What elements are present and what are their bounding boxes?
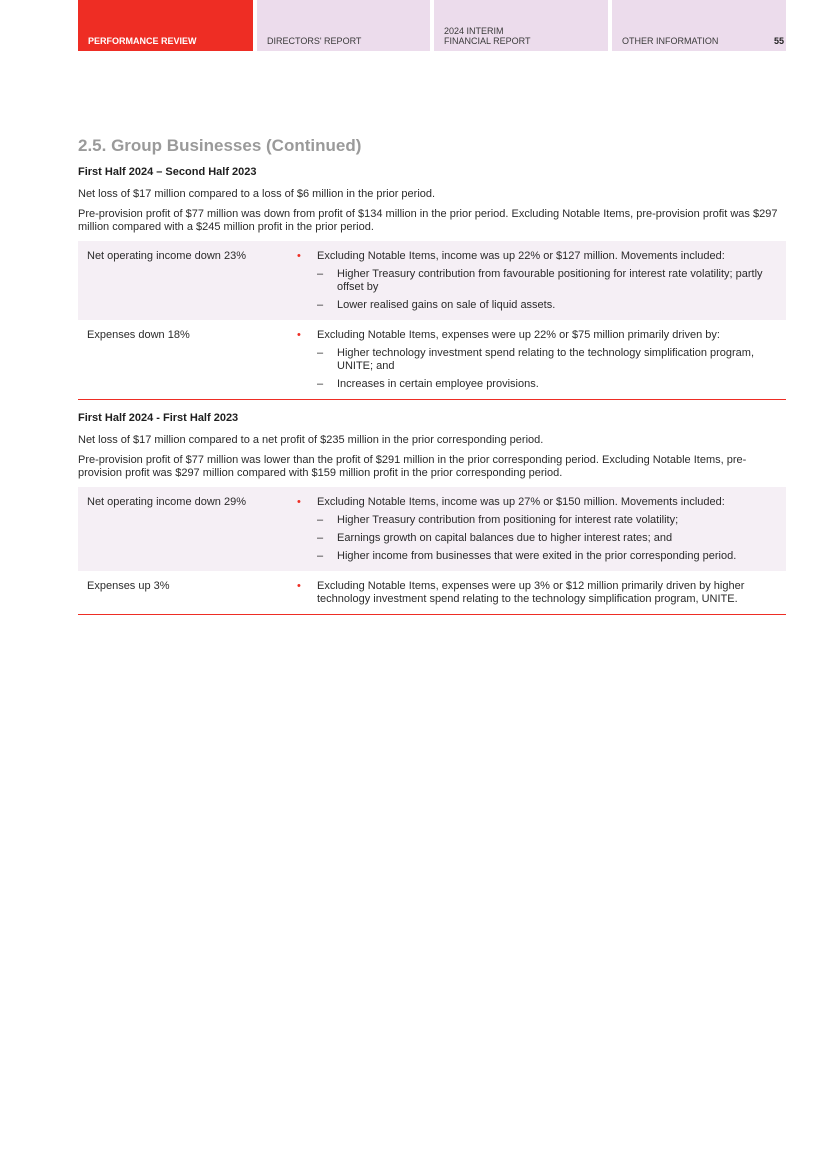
tab-label: OTHER INFORMATION	[622, 36, 719, 46]
table-row	[78, 487, 786, 571]
sub-item-text: Higher income from businesses that were exited in the prior corresponding period.	[337, 550, 737, 562]
header-nav	[78, 0, 786, 51]
dash-icon: –	[317, 268, 324, 280]
bullet-icon: •	[297, 250, 301, 262]
sub-item	[317, 532, 778, 545]
sub-item-text: Lower realised gains on sale of liquid assets.	[337, 299, 556, 311]
tab-label: PERFORMANCE REVIEW	[88, 36, 197, 46]
bullet-item	[297, 496, 778, 563]
row-label: Net operating income down 29%	[78, 487, 297, 571]
part1-heading: First Half 2024 – Second Half 2023	[78, 166, 257, 178]
sub-item-text: Higher Treasury contribution from positioning for interest rate volatility;	[337, 514, 679, 526]
sub-item-text: Higher technology investment spend relating to the technology simplification program, UNITE; and	[337, 347, 755, 372]
sub-item-text: Higher Treasury contribution from favourable positioning for interest rate volatility; partly offset by	[337, 268, 763, 293]
tab-interim-financial-report[interactable]	[434, 0, 608, 51]
sub-item	[317, 299, 778, 312]
page-number: 55	[773, 36, 784, 46]
dash-icon: –	[317, 514, 324, 526]
bullet-text: Excluding Notable Items, income was up 22% or $127 million. Movements included:	[317, 250, 725, 262]
bullet-item	[297, 250, 778, 312]
row-label: Expenses down 18%	[78, 320, 297, 400]
bullet-icon: •	[297, 580, 301, 592]
dash-icon: –	[317, 532, 324, 544]
part1-table	[78, 241, 786, 400]
table-row	[78, 571, 786, 615]
row-label: Expenses up 3%	[78, 571, 297, 615]
bullet-text: Excluding Notable Items, income was up 27% or $150 million. Movements included:	[317, 496, 725, 508]
tab-performance-review[interactable]	[78, 0, 253, 51]
sub-item	[317, 347, 778, 373]
part1-paragraph-1: Net loss of $17 million compared to a loss of $6 million in the prior period.	[78, 188, 436, 200]
dash-icon: –	[317, 378, 324, 390]
bullet-text: Excluding Notable Items, expenses were up 22% or $75 million primarily driven by:	[317, 329, 720, 341]
row-label: Net operating income down 23%	[78, 241, 297, 320]
sub-item-text: Increases in certain employee provisions.	[337, 378, 539, 390]
tab-directors-report[interactable]	[257, 0, 430, 51]
table-row	[78, 241, 786, 320]
part2-heading: First Half 2024 - First Half 2023	[78, 412, 239, 424]
dash-icon: –	[317, 299, 324, 311]
bullet-item	[297, 329, 778, 391]
bullet-icon: •	[297, 496, 301, 508]
dash-icon: –	[317, 347, 324, 359]
part2-paragraph-1: Net loss of $17 million compared to a net profit of $235 million in the prior corresponding period.	[78, 434, 544, 446]
main-content	[78, 136, 786, 615]
table-row	[78, 320, 786, 400]
bullet-item	[297, 580, 778, 606]
dash-icon: –	[317, 550, 324, 562]
tab-label: 2024 INTERIM FINANCIAL REPORT	[444, 26, 531, 46]
bullet-text: Excluding Notable Items, expenses were up 3% or $12 million primarily driven by higher technology investment spend relating to the technology simplification program, UNITE.	[317, 580, 745, 605]
sub-item-text: Earnings growth on capital balances due to higher interest rates; and	[337, 532, 673, 544]
sub-item	[317, 268, 778, 294]
sub-item	[317, 514, 778, 527]
tab-other-information[interactable]	[612, 0, 786, 51]
part1-paragraph-2: Pre-provision profit of $77 million was down from profit of $134 million in the prior period. Excluding Notable Items, pre-provision profit was $297 million compared with a $245 million profit in the prior period.	[78, 208, 778, 233]
tab-label: DIRECTORS' REPORT	[267, 36, 362, 46]
sub-item	[317, 550, 778, 563]
sub-item	[317, 378, 778, 391]
bullet-icon: •	[297, 329, 301, 341]
section-title: 2.5. Group Businesses (Continued)	[78, 136, 362, 155]
part2-table	[78, 487, 786, 615]
part2-paragraph-2: Pre-provision profit of $77 million was lower than the profit of $291 million in the prior corresponding period. Excluding Notable Items, pre-provision profit was $297 million compared with $159 million profit in the prior corresponding period.	[78, 454, 747, 479]
